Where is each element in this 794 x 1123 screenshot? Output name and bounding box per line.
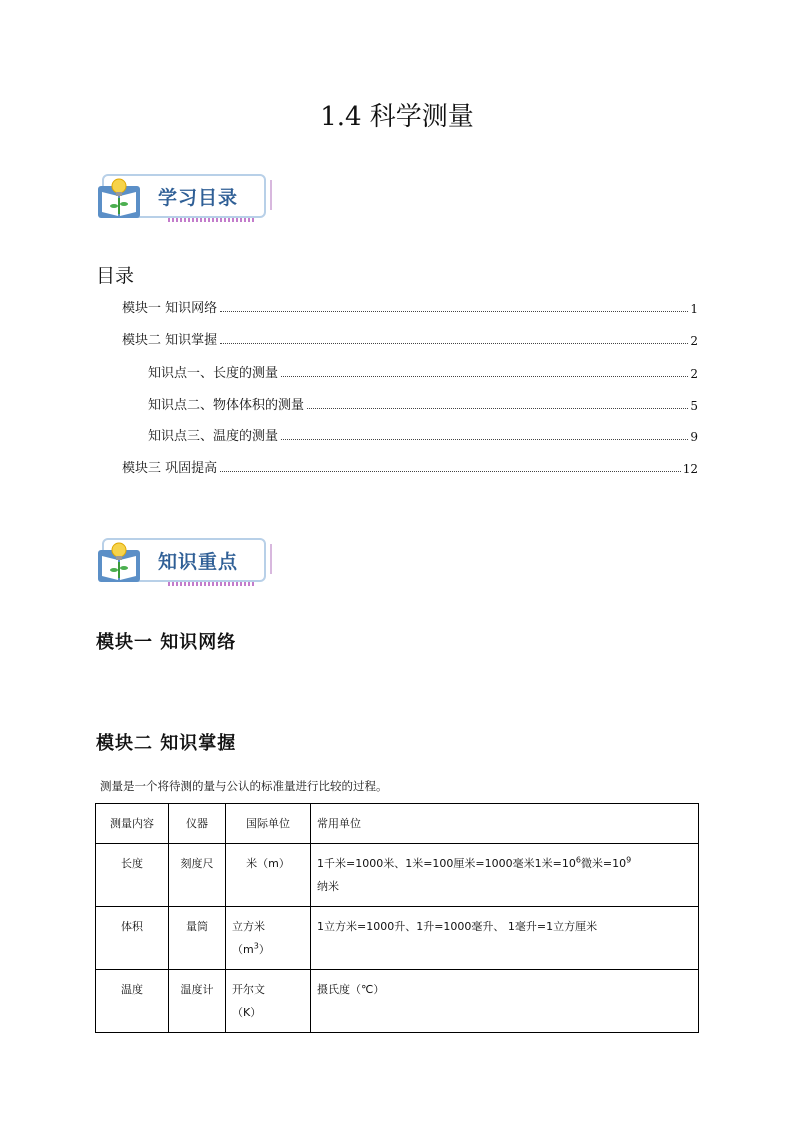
banner-label: 学习目录 [158,187,239,209]
section-banner-toc [96,172,268,226]
section-banner-key [96,536,268,590]
toc-item[interactable] [148,426,698,444]
table-cell: 量筒 [169,907,226,970]
table-cell [311,844,699,907]
toc-item-page: 1 [690,302,698,316]
table-cell: 长度 [96,844,169,907]
table-cell: 1立方米=1000升、1升=1000毫升、 1毫升=1立方厘米 [311,907,699,970]
table-header-cell: 国际单位 [226,804,311,844]
toc-leader [220,343,688,344]
cell-text: （K） [232,1006,262,1019]
exponent: 9 [626,855,632,865]
toc-item[interactable] [148,363,698,381]
table-row [96,844,699,907]
banner-dots [168,218,256,222]
toc-item-page: 12 [682,462,698,476]
exponent: 6 [575,855,581,865]
toc-item-page: 5 [690,399,698,413]
toc-item-label: 模块二 知识掌握 [122,333,218,348]
toc-item[interactable] [148,395,698,413]
table-header-row [96,804,699,844]
table-cell: 刻度尺 [169,844,226,907]
table-cell [226,970,311,1033]
table-cell [226,907,311,970]
cell-text: ） [258,943,270,956]
toc-leader [307,408,688,409]
book-lightbulb-icon [96,176,142,220]
toc-item-page: 9 [690,430,698,444]
table-header-cell: 测量内容 [96,804,169,844]
toc-leader [220,311,688,312]
cell-text: 微米=10 [580,857,627,870]
intro-text: 测量是一个将待测的量与公认的标准量进行比较的过程。 [100,779,388,793]
book-lightbulb-icon [96,540,142,584]
toc-item[interactable] [122,458,698,476]
section-heading: 模块二 知识掌握 [96,733,237,754]
toc-leader [281,376,688,377]
toc-item-label: 知识点二、物体体积的测量 [148,398,305,413]
table-row [96,970,699,1033]
table-cell: 体积 [96,907,169,970]
banner-dots [168,582,256,586]
cell-text: （m [232,943,254,956]
toc-item-label: 模块一 知识网络 [122,301,218,316]
cell-text: 开尔文 [232,983,265,996]
table-header-cell: 常用单位 [311,804,699,844]
toc-leader [281,439,688,440]
toc-item-label: 知识点三、温度的测量 [148,429,279,444]
toc-item-page: 2 [690,334,698,348]
table-cell: 米（m） [226,844,311,907]
units-table [95,803,699,1033]
toc-item-label: 知识点一、长度的测量 [148,366,279,381]
toc-item-label: 模块三 巩固提高 [122,461,218,476]
table-cell: 摄氏度（℃） [311,970,699,1033]
cell-text: 1千米=1000米、1米=100厘米=1000毫米1米=10 [317,857,576,870]
table-cell: 温度 [96,970,169,1033]
cell-text: 立方米 [232,920,265,933]
toc-heading: 目录 [96,265,135,287]
table-cell: 温度计 [169,970,226,1033]
banner-label: 知识重点 [158,551,239,573]
toc-leader [220,471,681,472]
table-header-cell: 仪器 [169,804,226,844]
toc-item[interactable] [122,330,698,348]
cell-text: 纳米 [317,880,339,893]
table-row [96,907,699,970]
exponent: 3 [253,941,259,951]
page-title: 1.4 科学测量 [320,102,474,132]
toc-item-page: 2 [690,367,698,381]
section-heading: 模块一 知识网络 [96,632,237,653]
toc-item[interactable] [122,298,698,316]
